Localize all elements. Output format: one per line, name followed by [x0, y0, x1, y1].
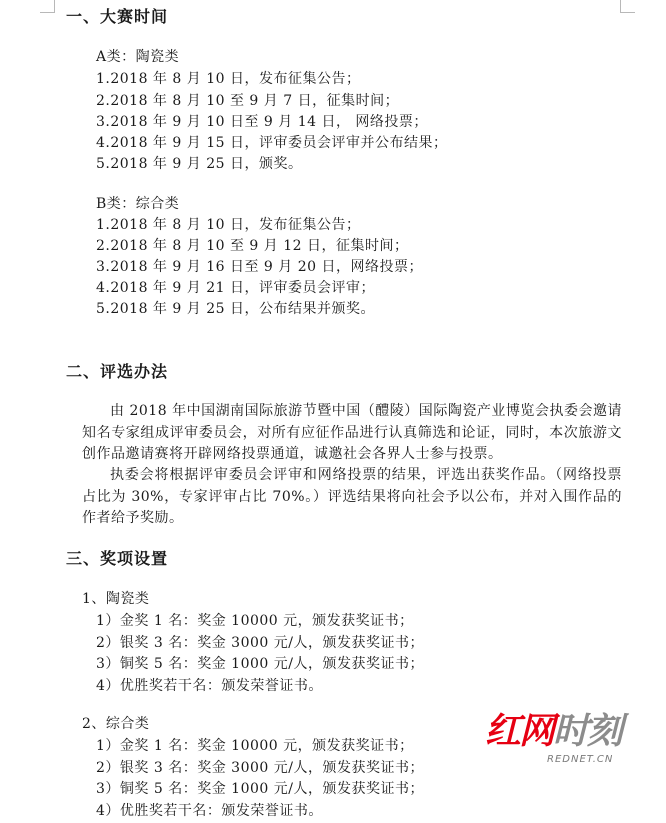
schedule-item: 1.2018 年 8 月 10 日，发布征集公告；	[96, 217, 361, 233]
schedule-item: 5.2018 年 9 月 25 日，公布结果并颁奖。	[96, 301, 375, 317]
schedule-item: 2.2018 年 8 月 10 至 9 月 12 日，征集时间；	[96, 238, 409, 254]
watermark-gray-text: 时刻	[553, 711, 622, 752]
schedule-item: 3.2018 年 9 月 16 日至 9 月 20 日，网络投票；	[96, 259, 423, 275]
award-item: 2）银奖 3 名：奖金 3000 元/人，颁发获奖证书；	[96, 635, 424, 651]
award-item: 4）优胜奖若干名：颁发荣誉证书。	[96, 678, 323, 694]
award-group-title: 2、综合类	[82, 716, 150, 732]
award-item: 3）铜奖 5 名：奖金 1000 元/人，颁发获奖证书；	[96, 781, 424, 797]
page-corner-top-right	[620, 0, 635, 13]
watermark-domain: REDNET.CN	[547, 754, 614, 765]
schedule-item: 4.2018 年 9 月 15 日，评审委员会评审并公布结果；	[96, 135, 448, 151]
schedule-item: 3.2018 年 9 月 10 日至 9 月 14 日， 网络投票；	[96, 114, 428, 130]
schedule-item: 2.2018 年 8 月 10 至 9 月 7 日，征集时间；	[96, 93, 400, 109]
award-item: 2）银奖 3 名：奖金 3000 元/人，颁发获奖证书；	[96, 760, 424, 776]
schedule-item: 5.2018 年 9 月 25 日，颁奖。	[96, 156, 303, 172]
evaluation-paragraph-1: 由 2018 年中国湖南国际旅游节暨中国（醴陵）国际陶瓷产业博览会执委会邀请知名专家组成评审委员会，对所有应征作品进行认真筛选和论证，同时，本次旅游文创作品邀请赛将开辟网络投票通道，诚邀社会各界人士参与投票。	[82, 403, 622, 462]
schedule-item: 1.2018 年 8 月 10 日，发布征集公告；	[96, 71, 361, 87]
watermark-wordmark	[485, 712, 621, 752]
award-item: 1）金奖 1 名：奖金 10000 元，颁发获奖证书；	[96, 738, 414, 754]
award-item: 3）铜奖 5 名：奖金 1000 元/人，颁发获奖证书；	[96, 656, 424, 672]
page-corner-top-left	[40, 0, 55, 13]
group-b-title: B类：综合类	[96, 196, 180, 212]
award-item: 1）金奖 1 名：奖金 10000 元，颁发获奖证书；	[96, 613, 414, 629]
award-group-title: 1、陶瓷类	[82, 591, 150, 607]
evaluation-paragraph-2: 执委会将根据评审委员会评审和网络投票的结果，评选出获奖作品。（网络投票占比为 30%，专家评审占比 70%。）评选结果将向社会予以公布，并对入围作品的作者给予奖励。	[82, 467, 622, 526]
schedule-item: 4.2018 年 9 月 21 日，评审委员会评审；	[96, 280, 375, 296]
section-2-heading: 二、评选办法	[66, 362, 169, 381]
award-item: 4）优胜奖若干名：颁发荣誉证书。	[96, 803, 323, 819]
watermark-red-text: 红网	[485, 711, 554, 752]
rednet-watermark-logo	[485, 712, 640, 770]
section-1-heading: 一、大赛时间	[66, 7, 169, 26]
section-3-heading: 三、奖项设置	[66, 549, 169, 568]
group-a-title: A类：陶瓷类	[96, 49, 180, 65]
